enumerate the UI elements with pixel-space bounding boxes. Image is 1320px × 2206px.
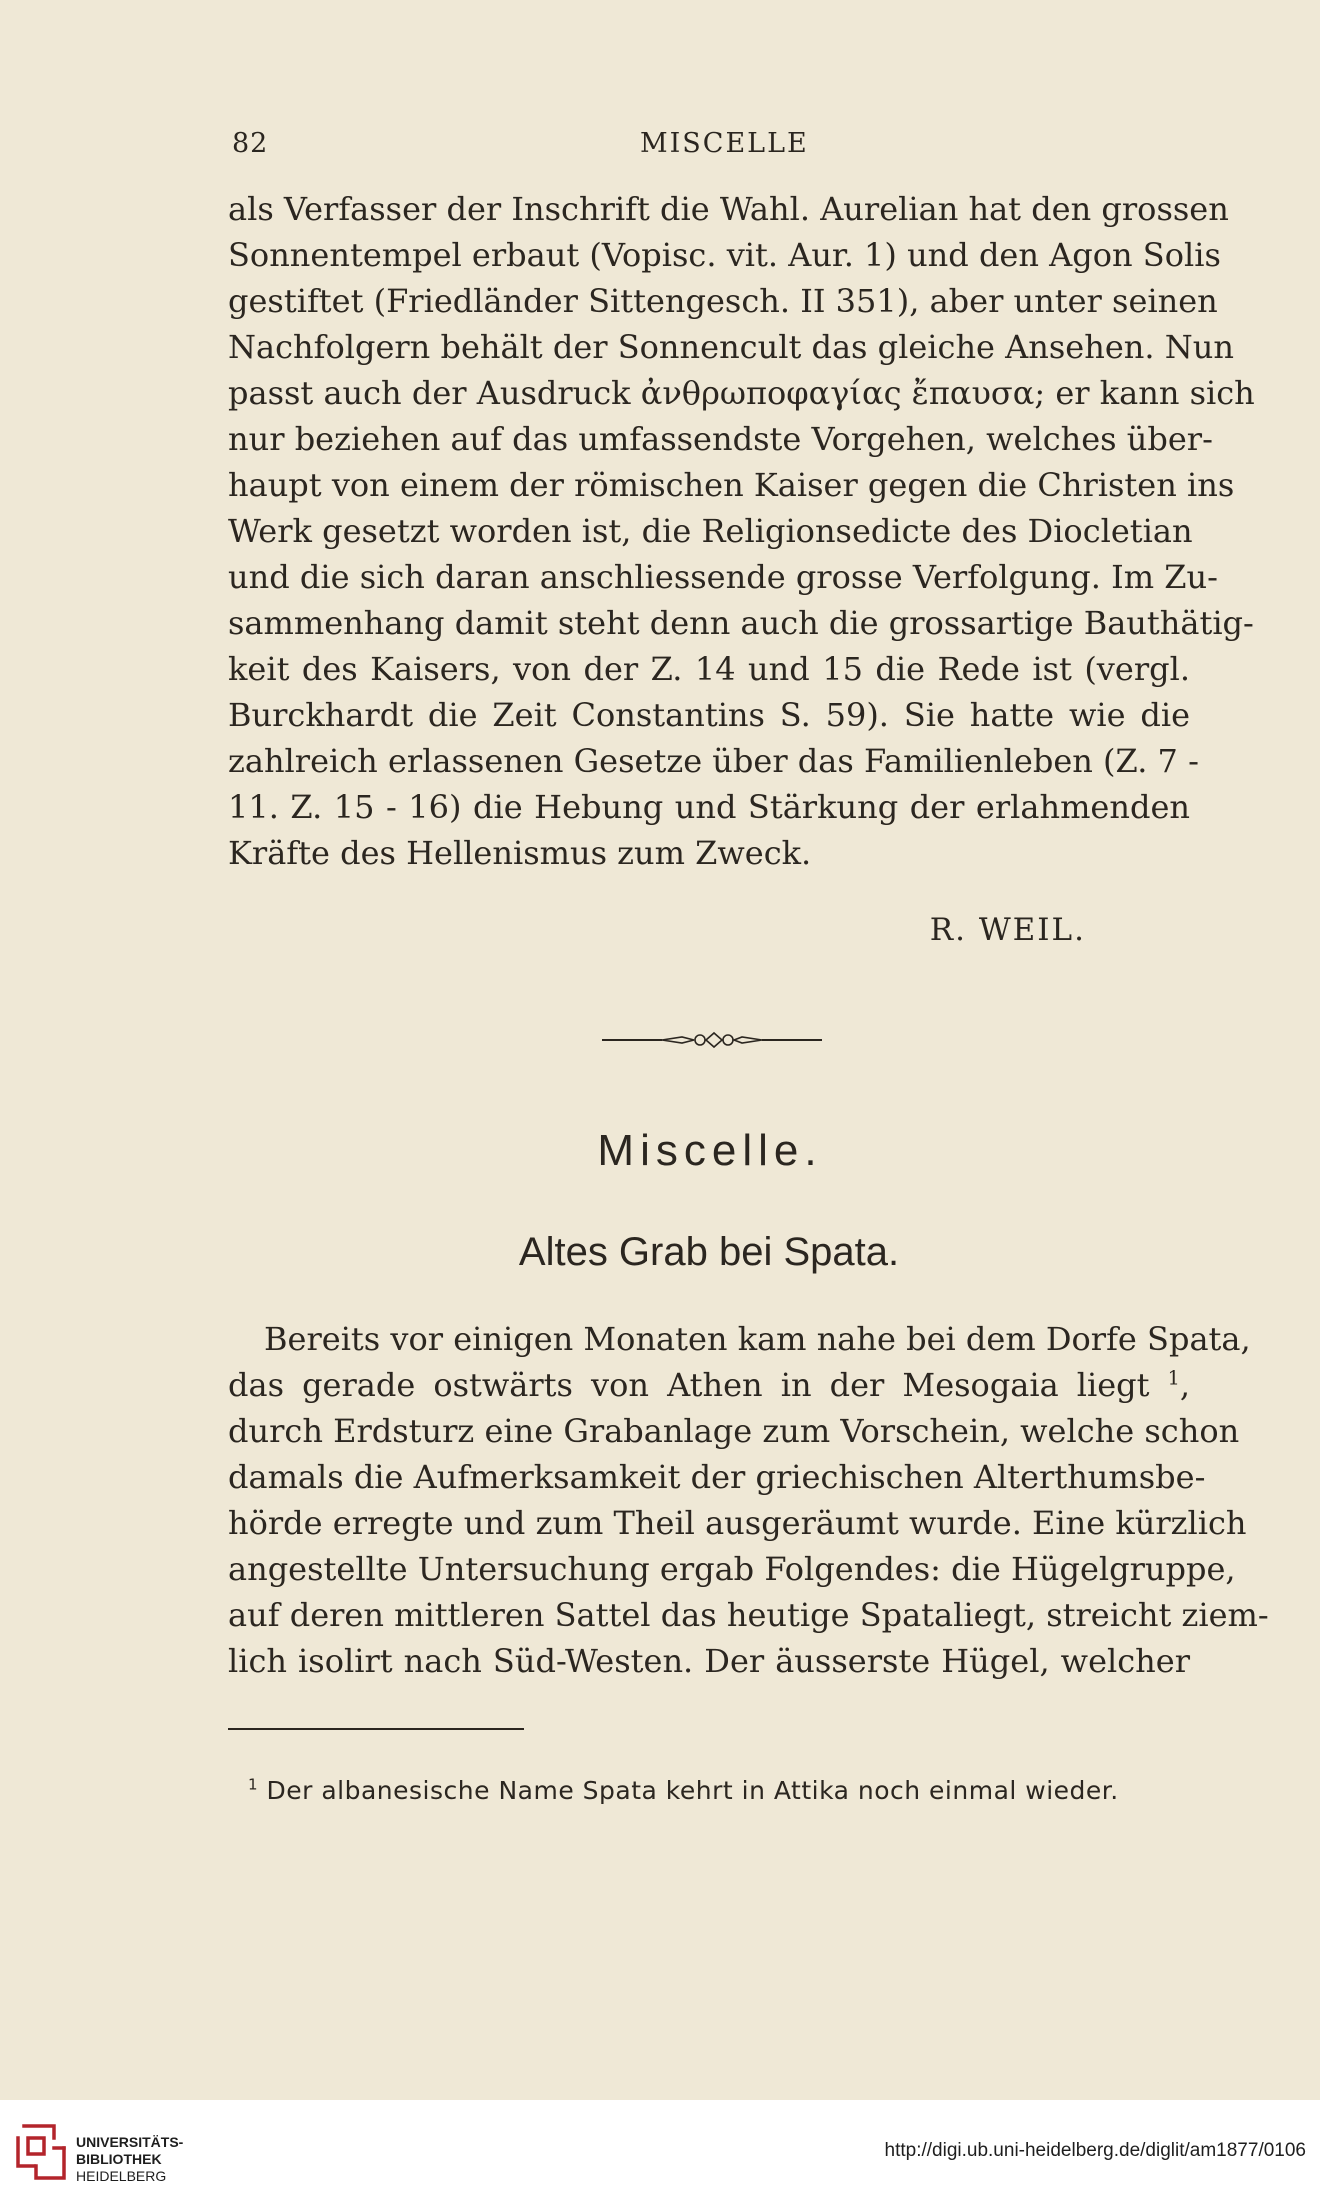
section-title: Miscelle. (597, 1126, 823, 1175)
running-head (232, 128, 1192, 168)
article-title: Altes Grab bei Spata. (518, 1230, 900, 1274)
text-line: damals die Aufmerksamkeit der griechischen Alterthumsbe- (228, 1458, 1206, 1496)
footnote-marker-suffix: , (1179, 1366, 1191, 1404)
text-line: Werk gesetzt worden ist, die Religionsedicte des Diocletian (228, 512, 1193, 550)
library-name-line: BIBLIOTHEK (76, 2151, 162, 2167)
text-line: keit des Kaisers, von der Z. 14 und 15 die Rede ist (vergl. (228, 650, 1190, 688)
library-name-line: UNIVERSITÄTS- (76, 2134, 184, 2150)
text-line: sammenhang damit steht denn auch die grossartige Bauthätig- (228, 604, 1254, 642)
footnote (248, 1776, 1119, 1805)
text-line: angestellte Untersuchung ergab Folgendes: die Hügelgruppe, (228, 1550, 1236, 1588)
text-segment: das gerade ostwärts von Athen in der Mesogaia liegt (228, 1366, 1150, 1404)
text-line: Burckhardt die Zeit Constantins S. 59). Sie hatte wie die (228, 696, 1190, 734)
source-url-link[interactable]: http://digi.ub.uni-heidelberg.de/diglit/am1877/0106 (884, 2140, 1306, 2161)
footnote-number: 1 (248, 1775, 259, 1794)
text-line: hörde erregte und zum Theil ausgeräumt wurde. Eine kürzlich (228, 1504, 1247, 1542)
first-article-text (228, 186, 1255, 876)
text-line: Kräfte des Hellenismus zum Zweck. (228, 834, 812, 872)
page-number: 82 (232, 128, 269, 159)
text-line: zahlreich erlassenen Gesetze über das Familienleben (Z. 7 - (228, 742, 1199, 780)
text-line: lich isolirt nach Süd-Westen. Der äusserste Hügel, welcher (228, 1642, 1190, 1680)
library-name (76, 2134, 183, 2185)
library-logo-icon (14, 2120, 68, 2184)
text-line: 11. Z. 15 - 16) die Hebung und Stärkung der erlahmenden (228, 788, 1190, 826)
text-line: auf deren mittleren Sattel das heutige Spataliegt, streicht ziem- (228, 1596, 1269, 1634)
text-line: haupt von einem der römischen Kaiser gegen die Christen ins (228, 466, 1235, 504)
text-line: Bereits vor einigen Monaten kam nahe bei dem Dorfe Spata, (264, 1320, 1251, 1358)
footnote-text: Der albanesische Name Spata kehrt in Attika noch einmal wieder. (266, 1776, 1119, 1805)
text-line: als Verfasser der Inschrift die Wahl. Aurelian hat den grossen (228, 190, 1229, 228)
text-line: Sonnentempel erbaut (Vopisc. vit. Aur. 1) und den Agon Solis (228, 236, 1221, 274)
footnote-rule (228, 1728, 524, 1730)
author-signature: R. WEIL. (929, 912, 1086, 948)
text-line-with-footnote (228, 1362, 1190, 1408)
text-line: durch Erdsturz eine Grabanlage zum Vorschein, welche schon (228, 1412, 1240, 1450)
second-article-text (228, 1316, 1269, 1684)
ornament-divider (602, 1028, 822, 1052)
footnote-marker: 1 (1167, 1366, 1180, 1390)
running-title: MISCELLE (640, 128, 809, 159)
text-line: gestiftet (Friedländer Sittengesch. II 351), aber unter seinen (228, 282, 1218, 320)
text-line: nur beziehen auf das umfassendste Vorgehen, welches über- (228, 420, 1213, 458)
text-line: Nachfolgern behält der Sonnencult das gleiche Ansehen. Nun (228, 328, 1234, 366)
text-line: und die sich daran anschliessende grosse Verfolgung. Im Zu- (228, 558, 1218, 596)
text-line: passt auch der Ausdruck ἀνθρωποφαγίας ἔπαυσα; er kann sich (228, 374, 1255, 412)
library-name-line: HEIDELBERG (76, 2168, 167, 2184)
